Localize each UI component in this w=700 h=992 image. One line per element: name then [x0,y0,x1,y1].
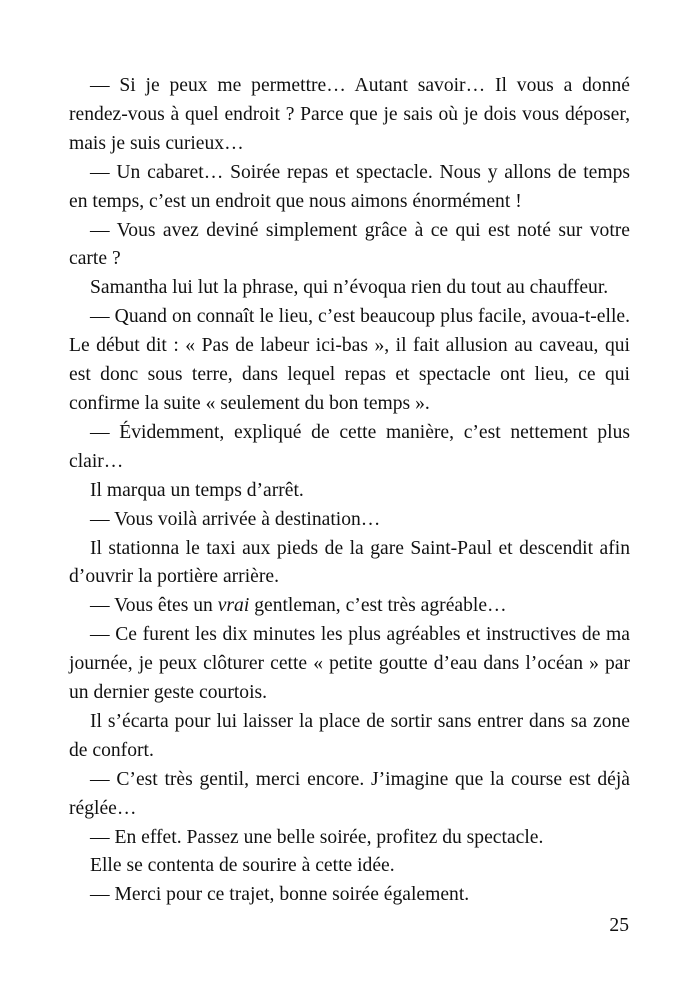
paragraph-10-after: gentleman, c’est très agréable… [249,595,507,617]
paragraph-7: Il marqua un temps d’arrêt. [90,479,304,501]
paragraph-4: Samantha lui lut la phrase, qui n’évoqua rien du tout au chauffeur. [90,277,609,299]
paragraph-8: — Vous voilà arrivée à destination… [90,508,381,530]
body-text [69,72,630,910]
paragraph-2: — Un cabaret… Soirée repas et spectacle. Nous y allons de temps en temps, c’est un endroit que nous aimons énormément ! [69,161,630,212]
paragraph-3: — Vous avez deviné simplement grâce à ce qui est noté sur votre carte ? [69,219,630,270]
paragraph-5: — Quand on connaît le lieu, c’est beaucoup plus facile, avoua-t-elle. Le début dit : « Pas de labeur ici-bas », il fait allusion au caveau, qui est donc sous terre, dans lequel repas et spectacle ont lieu, ce qui confirme la suite « seulement du bon temps ». [69,306,630,414]
paragraph-10-emphasis: vrai [217,595,250,617]
page-number: 25 [609,915,629,936]
paragraph-10-before: — Vous êtes un [90,595,218,617]
paragraph-15: Elle se contenta de sourire à cette idée. [90,855,395,877]
paragraph-12: Il s’écarta pour lui laisser la place de sortir sans entrer dans sa zone de confort. [69,710,630,761]
paragraph-9: Il stationna le taxi aux pieds de la gare Saint-Paul et descendit afin d’ouvrir la portière arrière. [69,537,630,588]
paragraph-13: — C’est très gentil, merci encore. J’imagine que la course est déjà réglée… [69,768,630,819]
paragraph-1: — Si je peux me permettre… Autant savoir… Il vous a donné rendez-vous à quel endroit ? Parce que je sais où je dois vous déposer, mais je suis curieux… [69,75,630,154]
paragraph-6: — Évidemment, expliqué de cette manière, c’est nettement plus clair… [69,421,630,472]
paragraph-11: — Ce furent les dix minutes les plus agréables et instructives de ma journée, je peux clôturer cette « petite goutte d’eau dans l’océan » par un dernier geste courtois. [69,624,630,704]
paragraph-14: — En effet. Passez une belle soirée, profitez du spectacle. [90,826,544,848]
paragraph-10 [69,592,630,621]
paragraph-16: — Merci pour ce trajet, bonne soirée également. [90,884,470,906]
